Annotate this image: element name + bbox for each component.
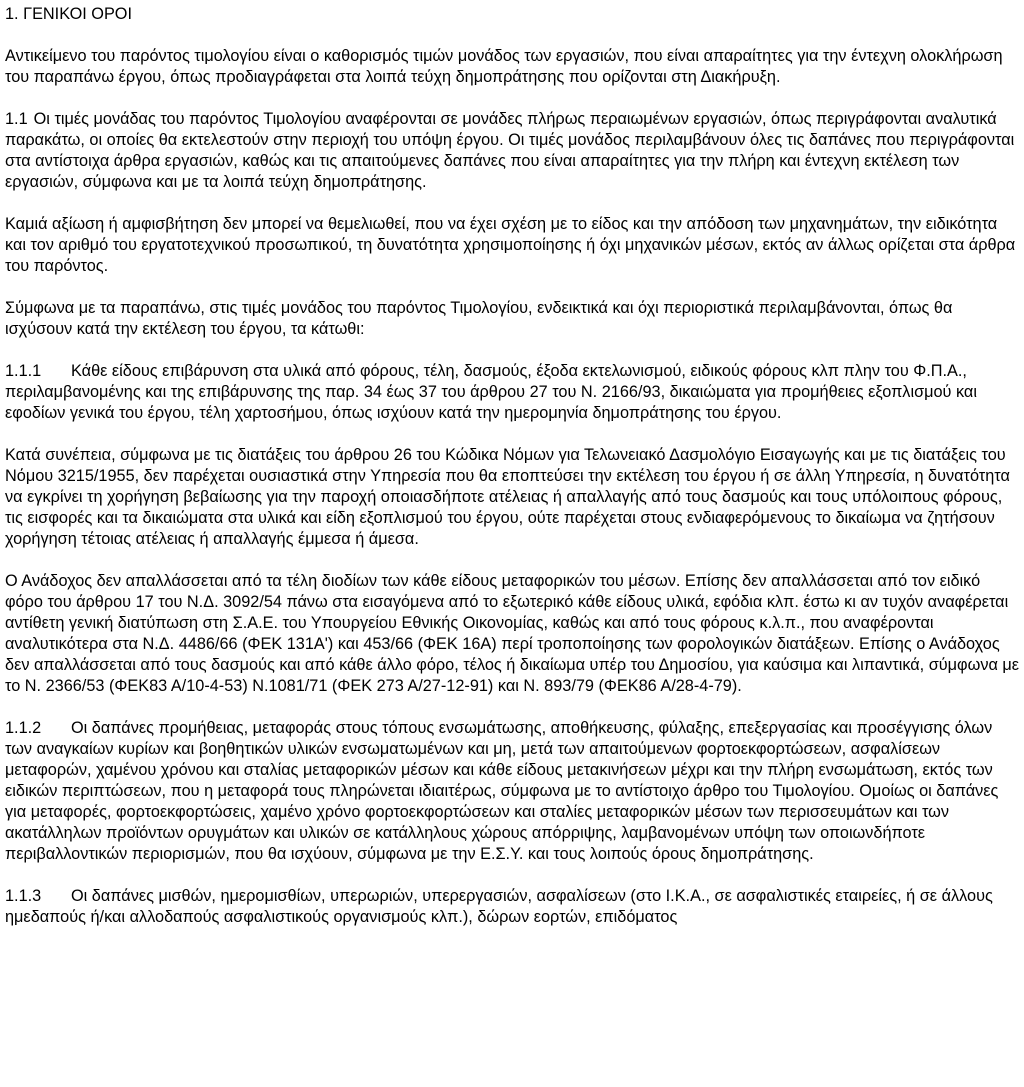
paragraph-1-1 [5, 109, 1021, 193]
paragraph-text: Σύμφωνα με τα παραπάνω, στις τιμές μονάδος του παρόντος Τιμολογίου, ενδεικτικά και όχι περιοριστικά περιλαμβάνονται, όπως θα ισχύσουν κατά την εκτέλεση του έργου, τα κάτωθι: [5, 299, 953, 338]
paragraph-text: Ο Ανάδοχος δεν απαλλάσσεται από τα τέλη διοδίων των κάθε είδους μεταφορικών του μέσων. Επίσης δεν απαλλάσσεται από τον ειδικό φόρο του άρθρου 17 του Ν.Δ. 3092/54 πάνω στα εισαγόμενα από το εξωτερικό κάθε είδους υλικά, εφόδια κλπ. έστω κι αν τυχόν αναφέρεται αντίθετη γενική διατύπωση στη Σ.Α.Ε. του Υπουργείου Εθνικής Οικονομίας, καθώς και από τους φόρους κ.λ.π., που αναφέρονται αναλυτικότερα στα Ν.Δ. 4486/66 (ΦΕΚ 131Α') και 453/66 (ΦΕΚ 16Α) περί τροποποίησης των φορολογικών διατάξεων. Επίσης ο Ανάδοχος δεν απαλλάσσεται από τους δασμούς και από κάθε άλλο φόρο, τέλος ή δικαίωμα υπέρ του Δημοσίου, για καύσιμα και λιπαντικά, σύμφωνα με το Ν. 2366/53 (ΦΕΚ83 Α/10-4-53) Ν.1081/71 (ΦΕΚ 273 Α/27-12-91) και Ν. 893/79 (ΦΕΚ86 Α/28-4-79). [5, 572, 1020, 695]
document-page [5, 0, 1021, 928]
paragraph-text: Οι τιμές μονάδας του παρόντος Τιμολογίου αναφέρονται σε μονάδες πλήρως περαιωμένων εργασιών, όπως περιγράφονται αναλυτικά παρακάτω, οι οποίες θα εκτελεστούν στην περιοχή του υπόψη έργου. Οι τιμές μονάδος περιλαμβάνουν όλες τις δαπάνες που περιγράφονται στα αντίστοιχα άρθρα εργασιών, καθώς και τις απαιτούμενες δαπάνες που είναι απαραίτητες για την πλήρη και έντεχνη εκτέλεση των εργασιών, σύμφωνα και με τα λοιπά τεύχη δημοπράτησης. [5, 110, 1015, 191]
paragraph-text: Κατά συνέπεια, σύμφωνα με τις διατάξεις του άρθρου 26 του Κώδικα Νόμων για Τελωνειακό Δασμολόγιο Εισαγωγής και με τις διατάξεις του Νόμου 3215/1955, δεν παρέχεται ουσιαστικά στην Υπηρεσία που θα εποπτεύσει την εκτέλεση του έργου ή σε άλλη Υπηρεσία, η δυνατότητα να εγκρίνει τη χορήγηση βεβαίωσης για την παροχή οποιασδήποτε ατέλειας ή απαλλαγής από τους δασμούς και τους υπόλοιπους φόρους, τις εισφορές και τα δικαιώματα στα υλικά και είδη εξοπλισμού του έργου, ούτε παρέχεται στους ενδιαφερόμενους το δικαίωμα να ζητήσουν χορήγηση τέτοιας ατέλειας ή απαλλαγής έμμεσα ή άμεσα. [5, 446, 1010, 548]
paragraph-1-1-1 [5, 361, 1021, 424]
included-costs-paragraph [5, 298, 1021, 340]
intro-paragraph [5, 46, 1021, 88]
contractor-taxes-paragraph [5, 571, 1021, 697]
section-number: 1.1.3 [5, 887, 42, 905]
paragraph-text: Αντικείμενο του παρόντος τιμολογίου είναι ο καθορισμός τιμών μονάδος των εργασιών, που είναι απαραίτητες για την έντεχνη ολοκλήρωση του παραπάνω έργου, όπως προδιαγράφεται στα λοιπά τεύχη δημοπράτησης που ορίζονται στη Διακήρυξη. [5, 47, 1003, 86]
customs-paragraph [5, 445, 1021, 550]
paragraph-1-1-3 [5, 886, 1021, 928]
paragraph-text: Οι δαπάνες προμήθειας, μεταφοράς στους τόπους ενσωμάτωσης, αποθήκευσης, φύλαξης, επεξεργασίας και προσέγγισης όλων των αναγκαίων κυρίων και βοηθητικών υλικών ενσωματωμένων και μη, μετά των απαιτούμενων φορτοεκφορτώσεων, ασφαλίσεων μεταφορών, χαμένου χρόνου και σταλίας μεταφορικών μέσων και κάθε είδους μετακινήσεων μέχρι και την πλήρη ενσωμάτωση, εκτός των ειδικών περιπτώσεων, που η μεταφορά τους πληρώνεται ιδιαιτέρως, σύμφωνα με το αντίστοιχο άρθρο του Τιμολογίου. Ομοίως οι δαπάνες για μεταφορές, φορτοεκφορτώσεις, χαμένο χρόνο φορτοεκφορτώσεων και σταλίες μεταφορικών μέσων των περισσευμάτων και των ακατάλληλων προϊόντων ορυγμάτων και υλικών σε κατάλληλους χώρους απόρριψης, λαμβανομένων υπόψη των οποιωνδήποτε περιβαλλοντικών περιορισμών, που θα ισχύουν, σύμφωνα με την Ε.Σ.Υ. και τους λοιπούς όρους δημοπράτησης. [5, 719, 999, 863]
section-number: 1.1.2 [5, 719, 42, 737]
paragraph-1-1-2 [5, 718, 1021, 865]
claims-paragraph [5, 214, 1021, 277]
paragraph-text: Κάθε είδους επιβάρυνση στα υλικά από φόρους, τέλη, δασμούς, έξοδα εκτελωνισμού, ειδικούς φόρους κλπ πλην του Φ.Π.Α., περιλαμβανομένης και της επιβάρυνσης της παρ. 34 έως 37 του άρθρου 27 του Ν. 2166/93, δικαιώματα για προμήθειες εξοπλισμού και εφοδίων γενικά του έργου, τέλη χαρτοσήμου, όπως ισχύουν κατά την ημερομηνία δημοπράτησης του έργου. [5, 362, 977, 422]
section-number: 1.1 [5, 110, 28, 128]
section-heading: 1. ΓΕΝΙΚΟΙ ΟΡΟΙ [5, 5, 132, 23]
paragraph-text: Οι δαπάνες μισθών, ημερομισθίων, υπερωριών, υπερεργασιών, ασφαλίσεων (στο Ι.Κ.Α., σε ασφαλιστικές εταιρείες, ή σε άλλους ημεδαπούς ή/και αλλοδαπούς ασφαλιστικούς οργανισμούς κλπ.), δώρων εορτών, επιδόματος [5, 887, 993, 926]
paragraph-text: Καμιά αξίωση ή αμφισβήτηση δεν μπορεί να θεμελιωθεί, που να έχει σχέση με το είδος και την απόδοση των μηχανημάτων, την ειδικότητα και τον αριθμό του εργατοτεχνικού προσωπικού, τη δυνατότητα χρησιμοποίησης ή όχι μηχανικών μέσων, εκτός αν άλλως ορίζεται στα άρθρα του παρόντος. [5, 215, 1016, 275]
section-number: 1.1.1 [5, 362, 42, 380]
